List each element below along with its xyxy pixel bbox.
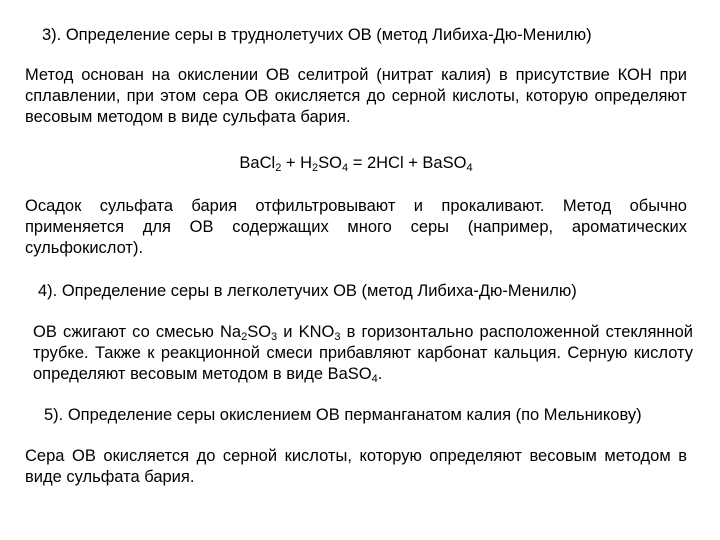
section-3-paragraph: Метод основан на окислении ОВ селитрой (нитрат калия) в присутствие КОН при сплавлении, при этом сера ОВ окисляется до серной кислоты, которую определяют весовым методом в виде сульфата бария.: [25, 66, 687, 126]
sulfate-equation: BaCl$_2$ + $H_2SO_4 = 2HCl$ + BaSO$_4$: [239, 154, 473, 174]
section-4-paragraph: ОВ сжигают со смесью $Na_2SO_3$ и $KNO_3$ в горизонтально расположенной стеклянной трубке. Также к реакционной смеси прибавляют карбонат кальция. Серную кислоту определяют весовым методом в виде BaSO$_4$.: [33, 323, 693, 385]
section-4-heading: 4). Определение серы в легколетучих ОВ (метод Либиха-Дю-Менилю): [38, 282, 577, 300]
section-5-heading: 5). Определение серы окислением ОВ перманганатом калия (по Мельникову): [44, 406, 642, 424]
section-3-paragraph-2: Осадок сульфата бария отфильтровывают и прокаливают. Метод обычно применяется для ОВ содержащих много серы (например, ароматических сульфокислот).: [25, 197, 687, 257]
section-3-heading: 3). Определение серы в труднолетучих ОВ (метод Либиха-Дю-Менилю): [42, 26, 592, 44]
section-5-paragraph: Сера ОВ окисляется до серной кислоты, которую определяют весовым методом в виде сульфата бария.: [25, 447, 687, 486]
